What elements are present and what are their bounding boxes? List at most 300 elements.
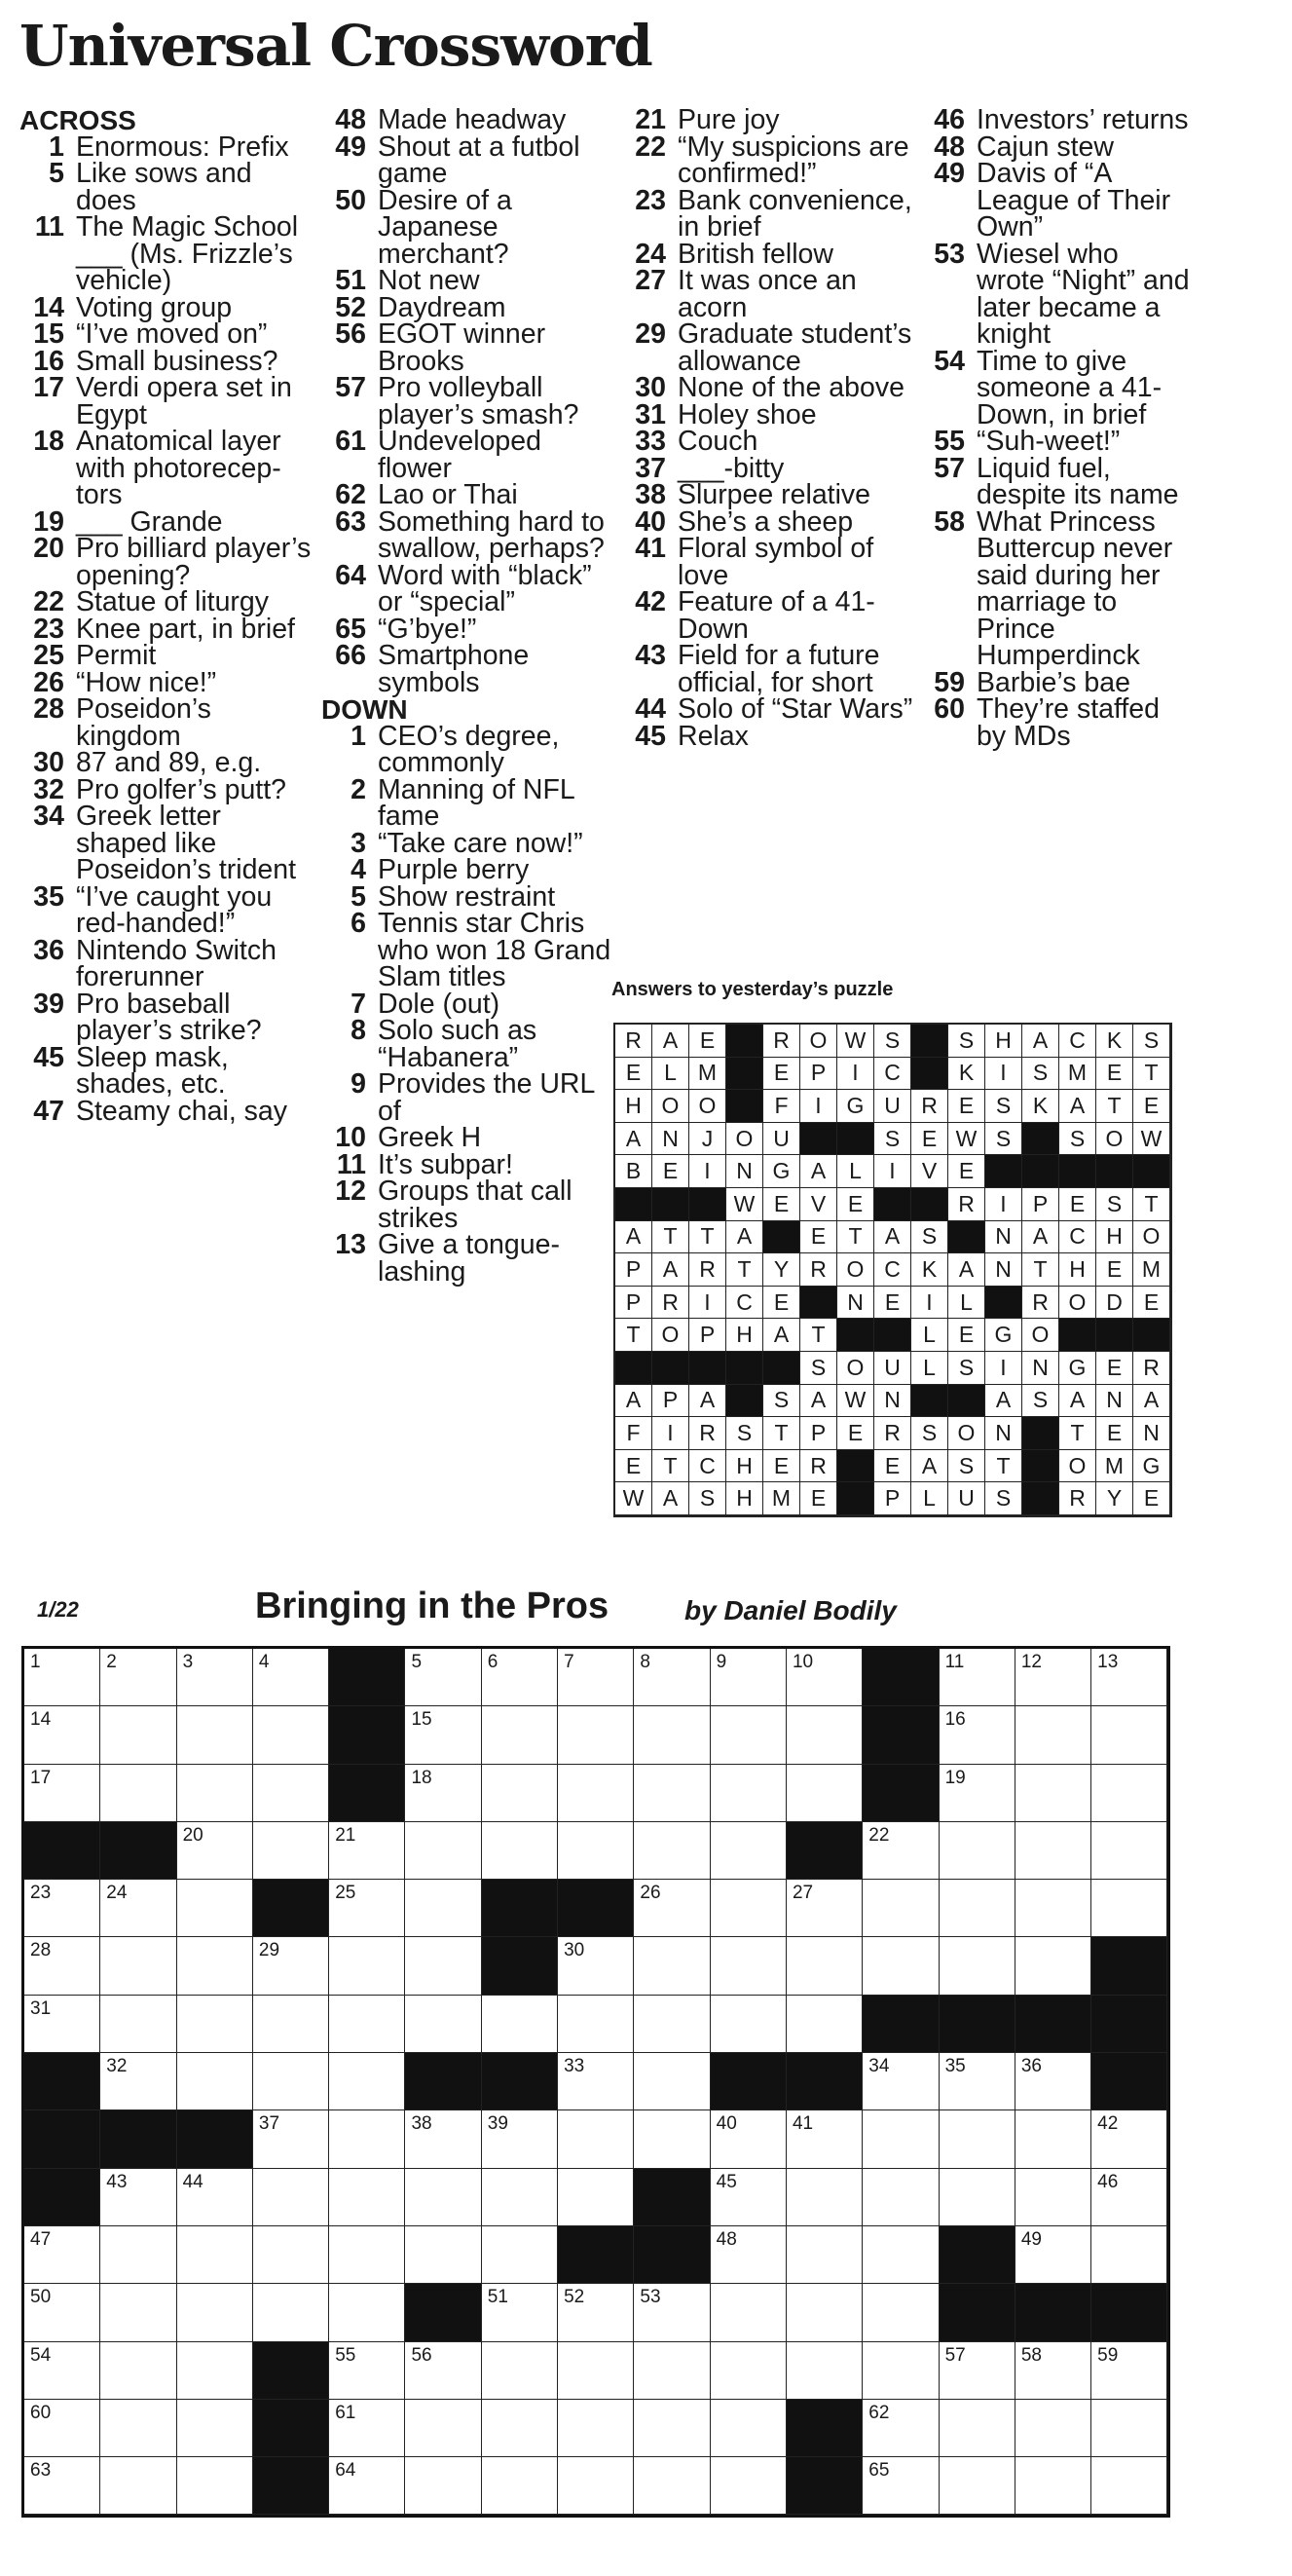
grid-cell[interactable]	[329, 1880, 405, 1937]
answer-black-cell	[1022, 1482, 1059, 1515]
clue-number: 54	[934, 345, 965, 377]
grid-cell[interactable]	[558, 1649, 634, 1706]
grid-cell[interactable]	[711, 2342, 787, 2400]
across-clue[interactable]	[19, 880, 312, 939]
grid-cell[interactable]	[24, 1880, 100, 1937]
grid-cell[interactable]	[329, 2457, 405, 2515]
down-clue[interactable]	[920, 666, 1193, 698]
answer-cell: W	[615, 1482, 652, 1515]
cell-number: 9	[716, 1652, 727, 1672]
grid-cell[interactable]	[711, 2284, 787, 2341]
grid-cell[interactable]	[1091, 2169, 1167, 2226]
grid-cell[interactable]	[405, 1765, 481, 1822]
grid-cell[interactable]	[100, 1706, 176, 1764]
clue-text: Give a tongue-lashing	[378, 1229, 560, 1288]
grid-cell[interactable]	[940, 2457, 1015, 2515]
grid-cell[interactable]	[558, 2342, 634, 2400]
grid-black-cell	[177, 2110, 253, 2168]
grid-cell[interactable]	[940, 1649, 1015, 1706]
grid-cell[interactable]	[1091, 1765, 1167, 1822]
cell-number: 61	[335, 2402, 356, 2423]
down-clue[interactable]	[920, 452, 1193, 510]
grid-cell[interactable]	[405, 2400, 481, 2457]
down-clue[interactable]	[621, 452, 913, 484]
grid-black-cell	[253, 1880, 329, 1937]
grid-cell[interactable]	[100, 2457, 176, 2515]
grid-cell[interactable]	[329, 2169, 405, 2226]
grid-cell[interactable]	[940, 2342, 1015, 2400]
grid-cell[interactable]	[863, 2284, 939, 2341]
grid-cell[interactable]	[711, 1937, 787, 1995]
grid-cell[interactable]	[558, 2110, 634, 2168]
grid-cell[interactable]	[24, 1649, 100, 1706]
grid-cell[interactable]	[405, 1996, 481, 2053]
grid-cell[interactable]	[24, 1706, 100, 1764]
across-clue[interactable]	[19, 158, 312, 216]
grid-cell[interactable]	[253, 2169, 329, 2226]
grid-cell[interactable]	[1091, 1706, 1167, 1764]
grid-cell[interactable]	[940, 1880, 1015, 1937]
across-clue[interactable]	[321, 104, 613, 135]
grid-cell[interactable]	[863, 1937, 939, 1995]
down-clue[interactable]	[920, 131, 1193, 163]
grid-cell[interactable]	[711, 1996, 787, 2053]
answer-cell: V	[911, 1155, 948, 1188]
grid-cell[interactable]	[558, 1822, 634, 1880]
cell-number: 20	[182, 1824, 203, 1846]
across-clue[interactable]	[19, 1041, 312, 1100]
clue-text: Shout at a futbol game	[378, 131, 580, 189]
grid-cell[interactable]	[24, 2226, 100, 2284]
grid-cell[interactable]	[24, 2284, 100, 2341]
grid-cell[interactable]	[863, 2226, 939, 2284]
grid-black-cell	[253, 2400, 329, 2457]
grid-cell[interactable]	[1091, 1649, 1167, 1706]
down-clue[interactable]	[621, 238, 913, 270]
grid-cell[interactable]	[100, 2053, 176, 2110]
grid-cell[interactable]	[711, 1765, 787, 1822]
grid-cell[interactable]	[787, 1649, 863, 1706]
grid-cell[interactable]	[1015, 2400, 1091, 2457]
across-clue[interactable]	[19, 426, 312, 510]
grid-cell[interactable]	[405, 1880, 481, 1937]
grid-cell[interactable]	[482, 1996, 558, 2053]
across-clue[interactable]	[19, 747, 312, 778]
grid-cell[interactable]	[405, 2169, 481, 2226]
grid-cell[interactable]	[634, 1765, 710, 1822]
grid-cell[interactable]	[558, 1765, 634, 1822]
grid-cell[interactable]	[253, 1706, 329, 1764]
answer-cell: R	[911, 1090, 948, 1123]
answer-cell: E	[689, 1025, 726, 1058]
down-clue[interactable]	[321, 988, 613, 1020]
grid-cell[interactable]	[1091, 2226, 1167, 2284]
answer-cell: H	[1096, 1221, 1133, 1254]
grid-cell[interactable]	[634, 2284, 710, 2341]
grid-cell[interactable]	[634, 2053, 710, 2110]
grid-cell[interactable]	[940, 1822, 1015, 1880]
down-clue[interactable]	[321, 1178, 613, 1232]
down-clue[interactable]	[621, 479, 913, 510]
grid-cell[interactable]	[405, 2342, 481, 2400]
grid-cell[interactable]	[940, 2053, 1015, 2110]
grid-cell[interactable]	[558, 1706, 634, 1764]
grid-cell[interactable]	[1015, 2342, 1091, 2400]
grid-cell[interactable]	[253, 2053, 329, 2110]
grid-cell[interactable]	[405, 1822, 481, 1880]
grid-cell[interactable]	[253, 1649, 329, 1706]
down-clue[interactable]	[621, 640, 913, 698]
across-clue[interactable]	[321, 479, 613, 510]
grid-cell[interactable]	[253, 2226, 329, 2284]
across-clue[interactable]	[321, 559, 613, 617]
clue-number: 22	[33, 586, 64, 617]
grid-cell[interactable]	[482, 2457, 558, 2515]
across-clue[interactable]	[19, 934, 312, 992]
grid-cell[interactable]	[940, 2169, 1015, 2226]
grid-cell[interactable]	[1015, 1649, 1091, 1706]
grid-cell[interactable]	[329, 2226, 405, 2284]
cell-number: 51	[487, 2287, 508, 2308]
grid-cell[interactable]	[863, 2342, 939, 2400]
grid-cell[interactable]	[482, 1765, 558, 1822]
grid-cell[interactable]	[100, 2342, 176, 2400]
grid-cell[interactable]	[482, 2169, 558, 2226]
grid-cell[interactable]	[787, 1880, 863, 1937]
grid-cell[interactable]	[329, 2284, 405, 2341]
grid-cell[interactable]	[787, 2110, 863, 2168]
grid-cell[interactable]	[787, 2342, 863, 2400]
grid-cell[interactable]	[405, 1937, 481, 1995]
grid-cell[interactable]	[634, 1706, 710, 1764]
grid-cell[interactable]	[711, 2110, 787, 2168]
grid-cell[interactable]	[253, 1765, 329, 1822]
grid-cell[interactable]	[1015, 1937, 1091, 1995]
grid-cell[interactable]	[177, 2053, 253, 2110]
grid-cell[interactable]	[558, 1996, 634, 2053]
grid-cell[interactable]	[253, 1937, 329, 1995]
grid-cell[interactable]	[711, 1822, 787, 1880]
across-clue[interactable]	[19, 988, 312, 1046]
down-clue[interactable]	[321, 1015, 613, 1073]
grid-cell[interactable]	[711, 2169, 787, 2226]
cell-number: 25	[335, 1883, 356, 1904]
grid-cell[interactable]	[863, 2400, 939, 2457]
grid-cell[interactable]	[405, 2110, 481, 2168]
down-clue[interactable]	[621, 398, 913, 430]
across-clue[interactable]	[19, 291, 312, 323]
across-clue[interactable]	[321, 184, 613, 270]
clue-number: 23	[635, 184, 666, 216]
grid-cell[interactable]	[24, 1996, 100, 2053]
grid-cell[interactable]	[558, 2169, 634, 2226]
grid-cell[interactable]	[940, 2110, 1015, 2168]
answer-cell: H	[615, 1090, 652, 1123]
grid-cell[interactable]	[253, 1822, 329, 1880]
clue-number: 22	[635, 131, 666, 163]
grid-cell[interactable]	[711, 2457, 787, 2515]
down-clue[interactable]	[321, 1122, 613, 1153]
grid-cell[interactable]	[405, 2457, 481, 2515]
grid-cell[interactable]	[100, 2400, 176, 2457]
grid-cell[interactable]	[940, 2400, 1015, 2457]
grid-cell[interactable]	[863, 2457, 939, 2515]
clue-text: Enormous: Prefix	[76, 131, 289, 163]
down-clue[interactable]	[621, 184, 913, 243]
grid-cell[interactable]	[558, 1937, 634, 1995]
down-clue[interactable]	[920, 104, 1193, 135]
grid-cell[interactable]	[100, 1937, 176, 1995]
down-clue[interactable]	[920, 238, 1193, 350]
down-clue[interactable]	[321, 720, 613, 778]
grid-cell[interactable]	[482, 2400, 558, 2457]
clue-text: British fellow	[678, 238, 833, 270]
grid-cell[interactable]	[482, 1649, 558, 1706]
grid-cell[interactable]	[863, 2053, 939, 2110]
across-clue[interactable]	[19, 505, 312, 538]
grid-cell[interactable]	[177, 1822, 253, 1880]
answer-cell: G	[985, 1319, 1022, 1352]
grid-cell[interactable]	[329, 2342, 405, 2400]
across-heading: ACROSS	[19, 105, 136, 135]
down-clue[interactable]	[621, 265, 913, 323]
across-clue[interactable]	[19, 640, 312, 671]
across-clue[interactable]	[19, 1095, 312, 1127]
grid-black-cell	[405, 2284, 481, 2341]
answer-black-cell	[1133, 1155, 1170, 1188]
down-clue[interactable]	[321, 827, 613, 859]
cell-number: 5	[411, 1652, 423, 1672]
grid-cell[interactable]	[24, 1765, 100, 1822]
grid-cell[interactable]	[1091, 2400, 1167, 2457]
grid-cell[interactable]	[177, 1937, 253, 1995]
grid-cell[interactable]	[1091, 2342, 1167, 2400]
answer-cell: L	[911, 1352, 948, 1385]
grid-cell[interactable]	[329, 2110, 405, 2168]
grid-cell[interactable]	[711, 1649, 787, 1706]
grid-cell[interactable]	[24, 2400, 100, 2457]
grid-cell[interactable]	[1015, 2169, 1091, 2226]
down-clue[interactable]	[321, 1148, 613, 1180]
grid-cell[interactable]	[634, 1937, 710, 1995]
grid-cell[interactable]	[482, 2110, 558, 2168]
grid-cell[interactable]	[558, 2400, 634, 2457]
grid-cell[interactable]	[177, 1765, 253, 1822]
grid-cell[interactable]	[863, 1822, 939, 1880]
across-clue[interactable]	[19, 773, 312, 805]
answer-cell: U	[948, 1482, 985, 1515]
down-clue[interactable]	[621, 693, 913, 725]
across-clue[interactable]	[321, 640, 613, 698]
grid-cell[interactable]	[711, 1706, 787, 1764]
across-clue[interactable]	[19, 372, 312, 430]
grid-cell[interactable]	[634, 1880, 710, 1937]
across-clue[interactable]	[19, 345, 312, 377]
down-clue[interactable]	[621, 720, 913, 752]
grid-cell[interactable]	[634, 2342, 710, 2400]
grid-cell[interactable]	[1015, 2457, 1091, 2515]
grid-cell[interactable]	[482, 1706, 558, 1764]
grid-cell[interactable]	[177, 1996, 253, 2053]
grid-cell[interactable]	[100, 1880, 176, 1937]
down-clue[interactable]	[621, 372, 913, 403]
across-clue[interactable]	[19, 803, 312, 884]
grid-cell[interactable]	[1091, 1822, 1167, 1880]
across-clue[interactable]	[321, 318, 613, 377]
grid-cell[interactable]	[1015, 2226, 1091, 2284]
grid-cell[interactable]	[863, 1880, 939, 1937]
across-clue[interactable]	[321, 613, 613, 645]
grid-cell[interactable]	[711, 1880, 787, 1937]
grid-cell[interactable]	[329, 2400, 405, 2457]
grid-cell[interactable]	[558, 2053, 634, 2110]
grid-cell[interactable]	[1015, 1765, 1091, 1822]
across-clue[interactable]	[19, 318, 312, 350]
grid-cell[interactable]	[100, 1649, 176, 1706]
down-clue[interactable]	[321, 908, 613, 992]
grid-cell[interactable]	[787, 2169, 863, 2226]
down-clue[interactable]	[321, 773, 613, 832]
grid-cell[interactable]	[24, 2342, 100, 2400]
grid-cell[interactable]	[787, 1996, 863, 2053]
grid-cell[interactable]	[863, 2110, 939, 2168]
down-clue[interactable]	[920, 345, 1193, 430]
down-clue[interactable]	[321, 854, 613, 885]
grid-cell[interactable]	[24, 2457, 100, 2515]
grid-cell[interactable]	[634, 2457, 710, 2515]
down-clue[interactable]	[321, 1068, 613, 1127]
grid-cell[interactable]	[177, 2284, 253, 2341]
crossword-grid[interactable]	[21, 1646, 1170, 2518]
grid-cell[interactable]	[253, 1996, 329, 2053]
across-clue[interactable]	[19, 666, 312, 698]
down-clue[interactable]	[621, 426, 913, 457]
down-clue[interactable]	[920, 158, 1193, 243]
grid-cell[interactable]	[1015, 1880, 1091, 1937]
grid-cell[interactable]	[787, 2226, 863, 2284]
down-clue[interactable]	[621, 533, 913, 591]
grid-cell[interactable]	[711, 2400, 787, 2457]
across-clue[interactable]	[321, 426, 613, 484]
grid-cell[interactable]	[405, 1706, 481, 1764]
grid-cell[interactable]	[634, 2110, 710, 2168]
across-clue[interactable]	[321, 505, 613, 564]
grid-cell[interactable]	[329, 1996, 405, 2053]
across-clue[interactable]	[19, 211, 312, 296]
grid-cell[interactable]	[177, 2169, 253, 2226]
grid-cell[interactable]	[177, 2342, 253, 2400]
grid-cell[interactable]	[634, 1649, 710, 1706]
grid-cell[interactable]	[1091, 2457, 1167, 2515]
grid-cell[interactable]	[711, 2226, 787, 2284]
down-clue[interactable]	[920, 505, 1193, 671]
across-clue[interactable]	[19, 693, 312, 752]
grid-cell[interactable]	[177, 2400, 253, 2457]
answer-black-cell	[763, 1352, 800, 1385]
grid-cell[interactable]	[253, 2110, 329, 2168]
across-clue[interactable]	[19, 131, 312, 163]
grid-cell[interactable]	[329, 1822, 405, 1880]
grid-cell[interactable]	[177, 1706, 253, 1764]
grid-cell[interactable]	[634, 1996, 710, 2053]
across-clue[interactable]	[321, 291, 613, 323]
clue-number: 7	[351, 988, 366, 1020]
down-clue[interactable]	[321, 880, 613, 913]
grid-black-cell	[787, 2457, 863, 2515]
grid-cell[interactable]	[863, 2169, 939, 2226]
answer-black-cell	[1022, 1123, 1059, 1156]
grid-cell[interactable]	[1015, 2053, 1091, 2110]
grid-cell[interactable]	[634, 1822, 710, 1880]
grid-cell[interactable]	[329, 2053, 405, 2110]
grid-cell[interactable]	[787, 1706, 863, 1764]
down-clue[interactable]	[621, 104, 913, 135]
grid-cell[interactable]	[253, 2284, 329, 2341]
grid-cell[interactable]	[482, 2226, 558, 2284]
grid-cell[interactable]	[1091, 1880, 1167, 1937]
down-clue[interactable]	[621, 318, 913, 377]
grid-cell[interactable]	[787, 1937, 863, 1995]
grid-cell[interactable]	[100, 2284, 176, 2341]
down-clue[interactable]	[621, 505, 913, 538]
grid-cell[interactable]	[787, 2284, 863, 2341]
grid-cell[interactable]	[940, 1706, 1015, 1764]
grid-cell[interactable]	[558, 2284, 634, 2341]
down-clue[interactable]	[321, 1229, 613, 1288]
grid-cell[interactable]	[1015, 1706, 1091, 1764]
clue-number: 13	[335, 1229, 366, 1260]
cell-number: 47	[30, 2228, 52, 2250]
grid-cell[interactable]	[24, 1937, 100, 1995]
grid-cell[interactable]	[177, 1649, 253, 1706]
grid-cell[interactable]	[329, 1937, 405, 1995]
grid-cell[interactable]	[482, 1822, 558, 1880]
grid-cell[interactable]	[482, 2342, 558, 2400]
down-clue[interactable]	[920, 693, 1193, 752]
grid-cell[interactable]	[787, 1765, 863, 1822]
across-clue[interactable]	[19, 613, 312, 645]
clue-number: 11	[336, 1148, 366, 1180]
grid-cell[interactable]	[482, 2284, 558, 2341]
grid-cell[interactable]	[940, 1937, 1015, 1995]
across-clue[interactable]	[321, 372, 613, 430]
grid-cell[interactable]	[177, 1880, 253, 1937]
grid-cell[interactable]	[1015, 2110, 1091, 2168]
grid-cell[interactable]	[100, 1765, 176, 1822]
grid-cell[interactable]	[177, 2457, 253, 2515]
grid-cell[interactable]	[100, 1996, 176, 2053]
grid-cell[interactable]	[405, 1649, 481, 1706]
grid-cell[interactable]	[177, 2226, 253, 2284]
down-clue[interactable]	[621, 131, 913, 189]
grid-cell[interactable]	[558, 2457, 634, 2515]
across-clue[interactable]	[19, 586, 312, 617]
across-clue[interactable]	[321, 265, 613, 296]
grid-cell[interactable]	[100, 2169, 176, 2226]
answer-cell: U	[874, 1352, 911, 1385]
grid-cell[interactable]	[940, 1765, 1015, 1822]
grid-cell[interactable]	[1091, 2110, 1167, 2168]
grid-cell[interactable]	[405, 2226, 481, 2284]
clue-text: Groups that call strikes	[378, 1176, 572, 1234]
down-clue[interactable]	[920, 426, 1193, 457]
across-clue[interactable]	[321, 131, 613, 189]
grid-cell[interactable]	[1015, 1822, 1091, 1880]
down-clue[interactable]	[621, 586, 913, 645]
grid-cell[interactable]	[100, 2226, 176, 2284]
across-clue[interactable]	[19, 533, 312, 591]
grid-cell[interactable]	[634, 2400, 710, 2457]
